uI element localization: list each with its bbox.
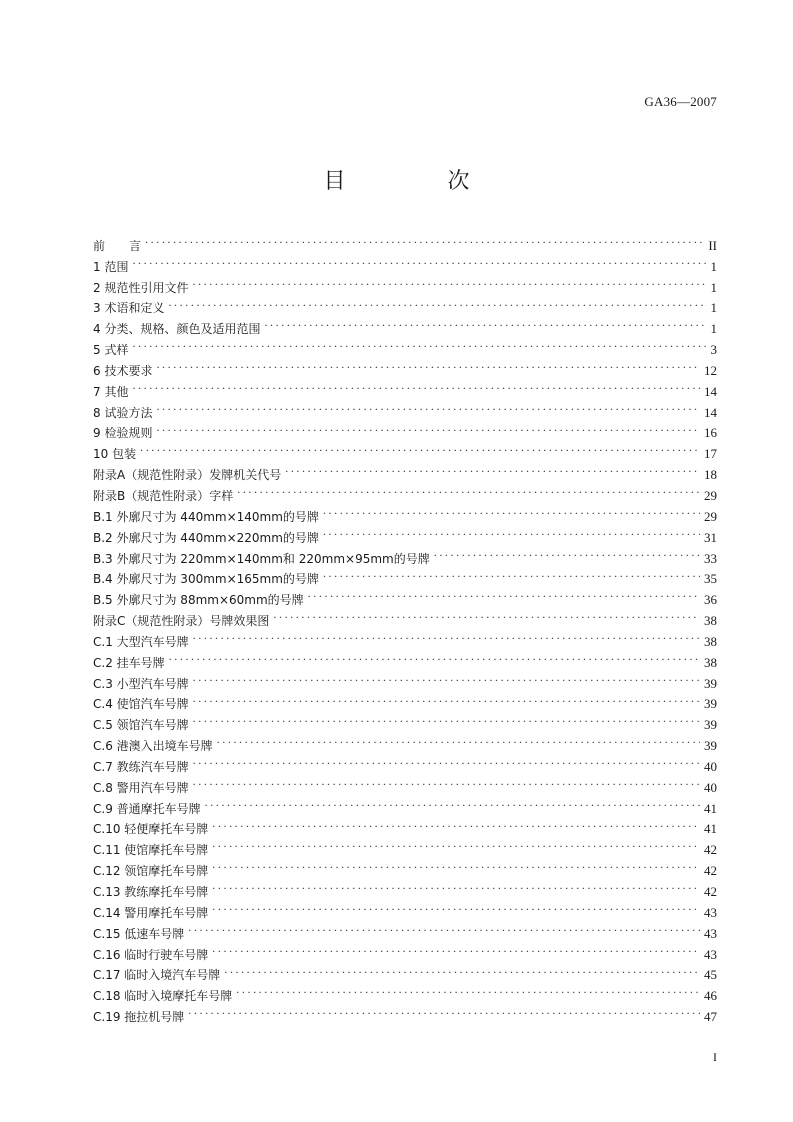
toc-entry-page: 38 [704,654,717,670]
toc-entry-page: 36 [704,592,717,608]
toc-entry-label: 9 检验规则 [93,426,153,441]
toc-entry-label: C.10 轻便摩托车号牌 [93,822,209,837]
toc-entry-label: C.18 临时入境摩托车号牌 [93,989,233,1004]
toc-leader-dots [193,708,700,729]
toc-entry-label: C.7 教练汽车号牌 [93,759,189,774]
toc-leader-dots [140,437,700,458]
toc-entry-page: 14 [704,383,717,399]
toc-leader-dots [273,604,700,625]
table-of-contents [93,229,717,1025]
toc-leader-dots [188,917,700,938]
toc-entry-label: C.8 警用汽车号牌 [93,780,189,795]
toc-entry-label: 5 式样 [93,343,129,358]
toc-entry[interactable] [93,250,717,274]
toc-entry-label: B.5 外廓尺寸为 88mm×60mm的号牌 [93,593,304,608]
toc-leader-dots [132,250,706,271]
toc-entry-page: 42 [704,842,717,858]
toc-entry-page: 1 [710,258,717,274]
toc-leader-dots [308,583,700,604]
toc-leader-dots [156,354,700,375]
toc-leader-dots [264,312,706,333]
toc-leader-dots [323,521,700,542]
toc-entry-label: 前 言 [93,238,142,253]
toc-leader-dots [212,854,700,875]
toc-entry-page: 39 [704,675,717,691]
toc-leader-dots [237,479,700,500]
toc-entry-label: C.13 教练摩托车号牌 [93,885,209,899]
toc-entry-label: 6 技术要求 [93,363,153,378]
toc-leader-dots [168,292,706,313]
toc-entry-page: 35 [704,571,717,587]
toc-entry-label: C.6 港澳入出境车号牌 [93,739,213,754]
toc-entry-page: 12 [704,362,717,378]
toc-entry-page: 47 [704,1009,717,1025]
toc-entry[interactable] [93,437,717,462]
toc-leader-dots [224,959,700,980]
toc-entry-page: 38 [704,633,717,649]
toc-entry[interactable] [93,292,717,316]
toc-entry-label: 7 其他 [93,384,129,399]
toc-entry-page: 38 [704,613,717,629]
toc-leader-dots [145,229,704,250]
toc-entry-page: 40 [704,758,717,774]
toc-entry-label: C.17 临时入境汽车号牌 [93,968,221,983]
toc-entry-page: 3 [710,342,717,358]
toc-entry-page: 16 [704,425,717,441]
toc-entry-page: 41 [704,821,717,837]
toc-entry-label: C.15 低速车号牌 [93,926,185,941]
toc-entry[interactable] [93,354,717,378]
toc-entry-label: 8 试验方法 [93,405,153,420]
toc-leader-dots [193,771,700,792]
toc-entry[interactable] [93,375,717,399]
toc-leader-dots [323,563,700,584]
toc-entry-page: 43 [704,925,717,941]
toc-entry[interactable] [93,333,717,358]
toc-entry-page: 17 [704,446,717,462]
toc-entry-page: 33 [704,550,717,566]
toc-entry-label: 1 范围 [93,259,129,274]
toc-entry-page: II [708,237,717,253]
toc-leader-dots [156,417,700,438]
toc-entry-page: 46 [704,988,717,1004]
toc-leader-dots [236,979,700,1000]
toc-leader-dots [323,500,700,521]
toc-entry-page: 43 [704,946,717,962]
toc-entry-page: 42 [704,884,717,899]
toc-entry-label: C.14 警用摩托车号牌 [93,905,209,920]
toc-entry-label: B.4 外廓尺寸为 300mm×165mm的号牌 [93,572,319,587]
toc-entry-page: 31 [704,529,717,545]
toc-leader-dots [192,271,706,292]
toc-entry[interactable] [93,938,717,962]
toc-entry-label: C.16 临时行驶车号牌 [93,947,209,962]
toc-leader-dots [205,792,700,813]
toc-entry-label: C.1 大型汽车号牌 [93,634,189,649]
toc-entry-label: 2 规范性引用文件 [93,280,189,295]
toc-entry-label: B.3 外廓尺寸为 220mm×140mm和 220mm×95mm的号牌 [93,551,430,566]
toc-leader-dots [193,667,700,688]
toc-entry-page: 40 [704,779,717,795]
toc-entry-page: 39 [704,738,717,754]
toc-entry-page: 45 [704,967,717,983]
toc-leader-dots [193,750,700,771]
toc-entry[interactable] [93,271,717,295]
toc-entry-label: 附录C（规范性附录）号牌效果图 [93,614,270,629]
toc-entry-label: 附录B（规范性附录）字样 [93,488,234,503]
toc-entry-label: 10 包装 [93,447,137,462]
toc-entry-page: 43 [704,904,717,920]
toc-leader-dots [193,625,700,646]
toc-entry[interactable] [93,396,717,420]
toc-entry-page: 41 [704,800,717,816]
toc-entry-page: 1 [710,321,717,337]
toc-entry[interactable] [93,646,717,670]
toc-leader-dots [212,896,700,917]
toc-entry-page: 1 [710,300,717,316]
toc-entry[interactable] [93,312,717,337]
toc-entry-page: 1 [710,279,717,295]
toc-entry-label: B.1 外廓尺寸为 440mm×140mm的号牌 [93,509,319,524]
toc-entry-label: B.2 外廓尺寸为 440mm×220mm的号牌 [93,530,319,545]
toc-entry-page: 42 [704,863,717,879]
toc-leader-dots [212,833,700,854]
toc-entry-label: 附录A（规范性附录）发牌机关代号 [93,468,282,483]
toc-leader-dots [217,729,700,750]
toc-leader-dots [188,1000,700,1021]
toc-leader-dots [156,396,700,417]
toc-entry-label: 4 分类、规格、颜色及适用范围 [93,322,261,337]
toc-entry-label: C.12 领馆摩托车号牌 [93,864,209,879]
toc-entry-page: 29 [704,487,717,503]
toc-leader-dots [212,813,700,834]
toc-entry-page: 29 [704,508,717,524]
toc-entry-page: 39 [704,717,717,733]
toc-entry-label: C.3 小型汽车号牌 [93,676,189,691]
toc-leader-dots [285,458,700,479]
toc-entry-label: C.19 拖拉机号牌 [93,1010,185,1025]
toc-entry-page: 39 [704,696,717,712]
toc-leader-dots [212,875,700,896]
toc-leader-dots [169,646,700,667]
toc-leader-dots [132,333,706,354]
toc-entry-label: 3 术语和定义 [93,301,165,316]
toc-leader-dots [132,375,700,396]
toc-entry-label: C.2 挂车号牌 [93,655,165,670]
toc-leader-dots [434,542,700,563]
toc-leader-dots [212,938,700,959]
toc-entry[interactable] [93,667,717,691]
footer-page-number: I [713,1050,717,1064]
toc-entry[interactable] [93,458,717,483]
toc-entry[interactable] [93,417,717,441]
page-title: 目 次 [323,169,510,194]
toc-entry[interactable] [93,229,717,253]
toc-entry-page: 14 [704,404,717,420]
toc-entry-label: C.11 使馆摩托车号牌 [93,843,209,858]
toc-entry-label: C.4 使馆汽车号牌 [93,697,189,712]
standard-code: GA36—2007 [644,94,717,109]
toc-entry-label: C.5 领馆汽车号牌 [93,718,189,733]
toc-leader-dots [193,688,700,709]
toc-entry-label: C.9 普通摩托车号牌 [93,801,201,816]
toc-entry-page: 18 [704,467,717,483]
